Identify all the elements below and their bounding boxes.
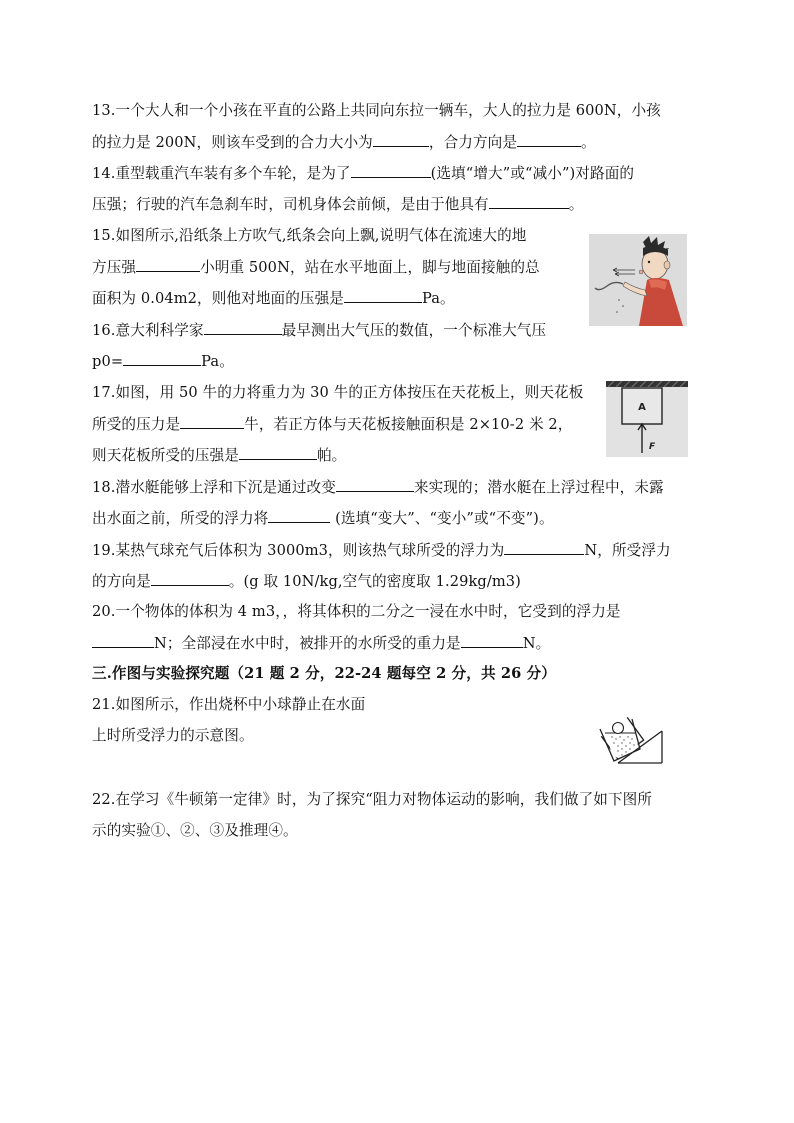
q18-text-b: 来实现的；潜水艇在上浮过程中，未露 <box>413 479 664 496</box>
q18-text-c: 出水面之前，所受的浮力将 <box>92 510 269 527</box>
q17-blank-pressure[interactable] <box>239 445 317 460</box>
q16-line-2 <box>92 351 234 372</box>
q17-text-b: 牛，若正方体与天花板接触面积是 2×10-2 米 2， <box>244 416 573 433</box>
q17-text-d: 帕。 <box>316 447 347 464</box>
ceiling-cube-figure <box>606 381 688 457</box>
q16-text-c: p0= <box>92 353 124 370</box>
q13-text-b: ，合力方向是 <box>428 134 518 151</box>
q15-text-c: 面积为 0.04m2，则他对地面的压强是 <box>92 290 344 307</box>
q13-blank-direction[interactable] <box>517 132 581 147</box>
q14-text-d: 。 <box>568 196 584 213</box>
q19-blank-1[interactable] <box>504 540 584 555</box>
q17-line-2 <box>92 414 572 435</box>
q13-line-2 <box>92 132 596 153</box>
q20-text-a: N；全部浸在水中时，被排开的水所受的重力是 <box>154 635 461 652</box>
q15-blank-2[interactable] <box>344 288 422 303</box>
q19-line-1 <box>92 540 671 561</box>
q16-text-b: 最早测出大气压的数值，一个标准大气压 <box>281 322 547 339</box>
q15-blank-1[interactable] <box>136 257 200 272</box>
q15-line-3 <box>92 288 455 309</box>
q13-line-1: 13.一个大人和一个小孩在平直的公路上共同向东拉一辆车，大人的拉力是 600N，小孩 <box>92 102 661 119</box>
q19-line-2 <box>92 571 521 592</box>
q19-text-c: 的方向是 <box>92 573 151 590</box>
q16-text-a: 16.意大利科学家 <box>92 322 204 339</box>
q22-line-1: 22.在学习《牛顿第一定律》时，为了探究“阻力对物体运动的影响，我们做了如下图所 <box>92 791 653 808</box>
q17-text-c: 则天花板所受的压强是 <box>92 447 239 464</box>
q14-blank-1[interactable] <box>351 163 431 178</box>
q15-text-d: Pa。 <box>421 290 455 307</box>
q19-text-a: 19.某热气球充气后体积为 3000m3，则该热气球所受的浮力为 <box>92 542 505 559</box>
q13-blank-magnitude[interactable] <box>373 132 429 147</box>
q14-line-1 <box>92 163 634 184</box>
q20-blank-1[interactable] <box>92 633 154 648</box>
q14-text-a: 14.重型载重汽车装有多个车轮，是为了 <box>92 165 351 182</box>
q19-text-b: N，所受浮力 <box>584 542 671 559</box>
q17-blank-force[interactable] <box>180 414 244 429</box>
force-label-f: F <box>649 442 656 452</box>
q18-line-1 <box>92 477 664 498</box>
section-3-heading: 三.作图与实验探究题（21 题 2 分，22-24 题每空 2 分，共 26 分） <box>92 665 556 682</box>
q19-text-d: 。(g 取 10N/kg,空气的密度取 1.29kg/m3) <box>228 573 521 590</box>
q15-text-a: 方压强 <box>92 259 137 276</box>
q20-line-1: 20.一个物体的体积为 4 m3，，将其体积的二分之一浸在水中时，它受到的浮力是 <box>92 603 621 620</box>
q17-text-a: 所受的压力是 <box>92 416 181 433</box>
beaker-ball-figure <box>596 715 666 767</box>
q15-line-1: 15.如图所示,沿纸条上方吹气,纸条会向上飘,说明气体在流速大的地 <box>92 227 527 244</box>
q16-blank-scientist[interactable] <box>204 320 282 335</box>
q14-text-c: 压强；行驶的汽车急刹车时，司机身体会前倾，是由于他具有 <box>92 196 489 213</box>
boy-blowing-figure <box>589 234 687 326</box>
q18-line-2 <box>92 508 554 529</box>
q16-blank-pressure[interactable] <box>123 351 201 366</box>
q18-text-a: 18.潜水艇能够上浮和下沉是通过改变 <box>92 479 336 496</box>
q20-line-2 <box>92 633 550 654</box>
q17-line-1: 17.如图，用 50 牛的力将重力为 30 牛的正方体按压在天花板上，则天花板 <box>92 384 584 401</box>
q13-text-c: 。 <box>581 134 596 151</box>
q18-text-d: (选填“变大”、“变小”或“不变”)。 <box>330 510 554 527</box>
q15-line-2 <box>92 257 540 278</box>
q16-line-1 <box>92 320 546 341</box>
q13-text-a: 的拉力是 200N，则该车受到的合力大小为 <box>92 134 373 151</box>
cube-label-a: A <box>638 402 646 413</box>
q14-line-2 <box>92 194 583 215</box>
q14-blank-2[interactable] <box>489 194 569 209</box>
q18-blank-2[interactable] <box>268 508 330 523</box>
q15-text-b: 小明重 500N，站在水平地面上，脚与地面接触的总 <box>200 259 540 276</box>
q20-text-b: N。 <box>522 635 551 652</box>
q17-line-3 <box>92 445 346 466</box>
q21-line-2: 上时所受浮力的示意图。 <box>92 727 254 744</box>
q16-text-d: Pa。 <box>201 353 234 370</box>
q20-blank-2[interactable] <box>461 633 523 648</box>
q19-blank-2[interactable] <box>151 571 229 586</box>
q21-line-1: 21.如图所示，作出烧杯中小球静止在水面 <box>92 696 366 713</box>
q14-text-b: (选填“增大”或“减小”)对路面的 <box>430 165 635 182</box>
q18-blank-1[interactable] <box>336 477 414 492</box>
q22-line-2: 示的实验①、②、③及推理④。 <box>92 822 298 839</box>
